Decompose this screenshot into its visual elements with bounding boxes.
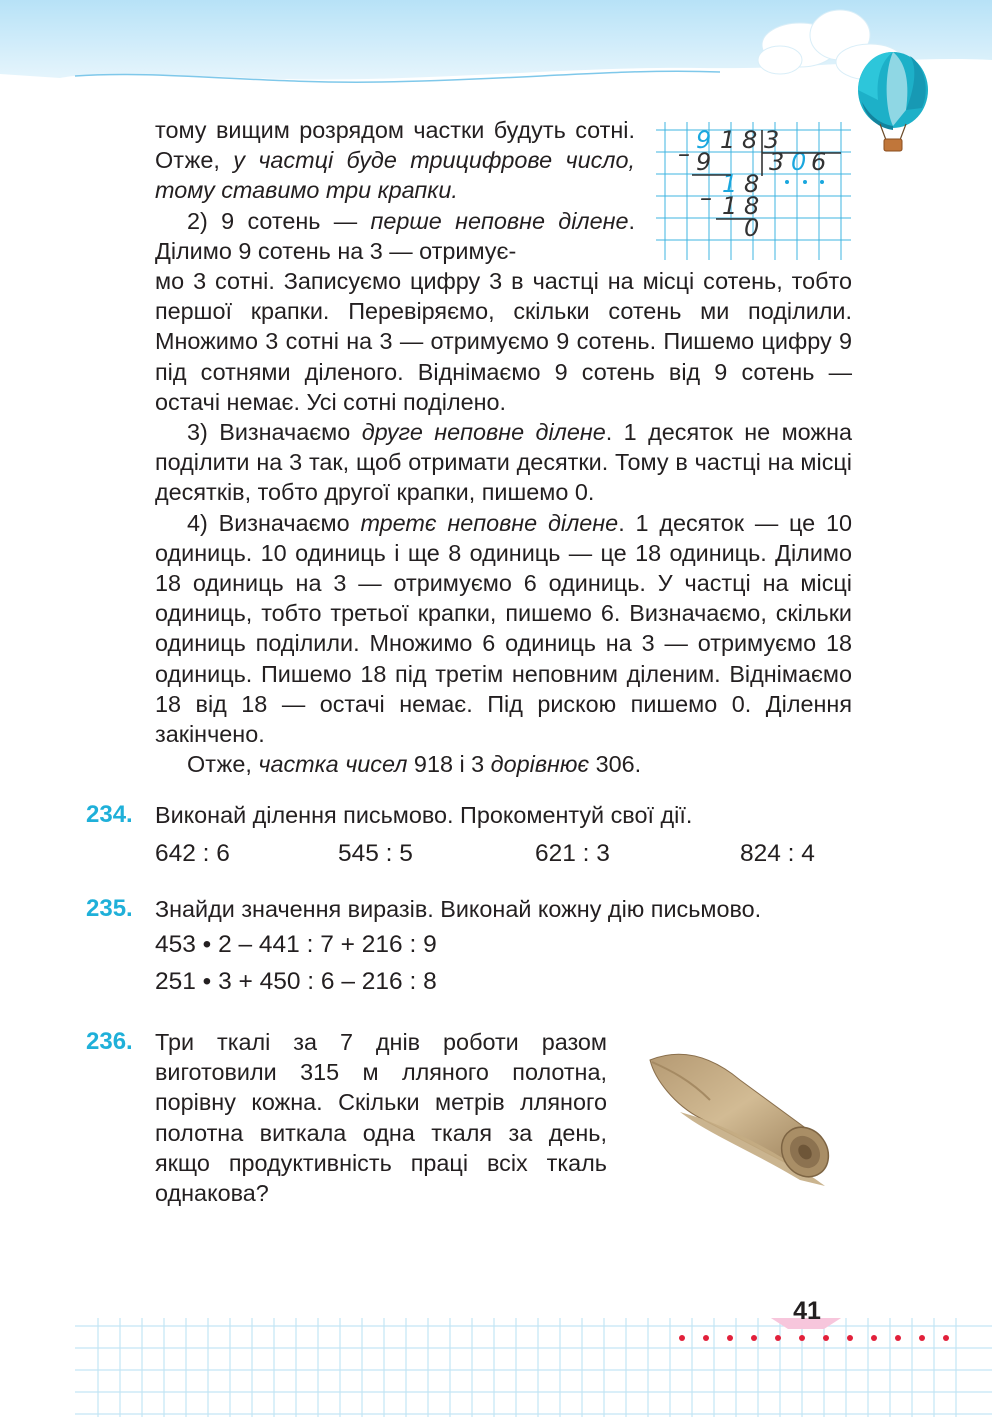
subtrahend-digit: 1: [722, 192, 738, 220]
paragraph-2: [155, 206, 635, 266]
quotient-dots: [785, 180, 824, 184]
task-number: 235.: [86, 895, 133, 922]
task-text: Три ткалі за 7 днів роботи разом виготовили 315 м лляного полотна, порівну кожна. Скільки метрів лляного полотна виткала одна ткаля за день, якщо продуктивність праці всіх ткаль однакова?: [155, 1029, 607, 1207]
paragraph-4: [155, 508, 852, 750]
red-dots: [679, 1335, 949, 1341]
final-remainder: 0: [744, 214, 760, 242]
paragraph-3: [155, 417, 852, 508]
task-text: Знайди значення виразів. Виконай кожну дію письмово.: [155, 896, 762, 922]
text-segment: 2) 9 сотень —: [187, 207, 371, 234]
text-segment: 3) Визначаємо: [187, 419, 362, 446]
text-segment: тому вищим розрядом частки будуть сотні. Отже,: [155, 117, 635, 174]
expression: 453 • 2 – 441 : 7 + 216 : 9: [155, 931, 437, 958]
divisor-digit: 3: [764, 126, 780, 154]
expression: 642 : 6: [155, 840, 230, 867]
text-segment: 4) Визначаємо: [187, 509, 361, 536]
text-segment: 306.: [589, 751, 642, 778]
subtrahend-digit: 9: [696, 148, 712, 176]
page-number: 41: [793, 1297, 821, 1325]
minus-sign: –: [678, 140, 690, 168]
text-segment: 918 і 3: [407, 751, 491, 778]
dividend-digit: 1: [720, 126, 736, 154]
italic-segment: частка чисел: [258, 751, 408, 778]
expression: 824 : 4: [740, 840, 815, 867]
text-segment: . 1 десяток не можна поділити на 3 так, щоб отримати десятки. Тому в частці на місці десятків, тобто другої крапки, пишемо 0.: [155, 419, 853, 506]
expression: 545 : 5: [338, 840, 413, 867]
subtrahend-digit: 8: [744, 192, 760, 220]
hot-air-balloon-icon: [858, 52, 928, 151]
paragraph-5: [155, 749, 852, 779]
dividend-digit: 8: [742, 126, 758, 154]
task-number: 236.: [86, 1028, 133, 1055]
quotient-digit: 3: [769, 148, 785, 176]
task-text: Виконай ділення письмово. Прокоментуй свої дії.: [155, 802, 693, 828]
paragraph-2-continued: мо 3 сотні. Записуємо цифру 3 в частці на місці сотень, тобто першої крапки. Перевіряємо, скільки сотень ми поділили. Множимо 3 сотні на 3 — отримуємо 9 сотень. Пишемо цифру 9 під сотнями діленого. Віднімаємо 9 сотень від 9 сотень — остачі немає. Усі сотні поділено.: [155, 268, 852, 415]
quotient-digit: 6: [811, 148, 827, 176]
italic-segment: третє неповне ділене: [360, 509, 619, 536]
paragraph-1: [155, 115, 635, 206]
minus-sign: –: [700, 184, 712, 212]
dividend-digit: 9: [696, 126, 712, 154]
italic-segment: друге неповне ділене: [361, 419, 606, 446]
footer-grid-decoration: [0, 1318, 992, 1417]
linen-roll-image: [640, 1040, 840, 1190]
expression: 251 • 3 + 450 : 6 – 216 : 8: [155, 968, 437, 995]
task-number: 234.: [86, 801, 133, 828]
text-segment: . 1 десяток — це 10 одиниць. 10 одиниць і ще 8 одиниць — це 18 одиниць. Ділимо 18 одиниць на 3 — отримуємо 6 одиниць. У частці на місці одиниць, тобто третьої крапки, пишемо 6. Визначаємо, скільки одиниць поділили. Множимо 6 одиниць на 3 — отримуємо 18 одиниць. Пишемо 18 під третім неповним діленим. Віднімаємо 18 від 18 — остачі немає. Під рискою пишемо 0. Ділення закінчено.: [155, 509, 853, 748]
italic-segment: перше неповне ділене: [370, 207, 629, 234]
expression: 621 : 3: [535, 840, 610, 867]
remainder-digit: 1: [722, 170, 738, 198]
text-segment: . Ділимо 9 сотень на 3 — отримує-: [155, 207, 635, 264]
long-division-figure: [656, 122, 851, 260]
text-segment: Отже,: [187, 751, 259, 778]
italic-segment: дорівнює: [490, 751, 590, 778]
quotient-digit: 0: [791, 148, 807, 176]
remainder-digit: 8: [744, 170, 760, 198]
italic-segment: у частці буде трицифрове число, тому ставимо три крапки.: [155, 147, 635, 204]
